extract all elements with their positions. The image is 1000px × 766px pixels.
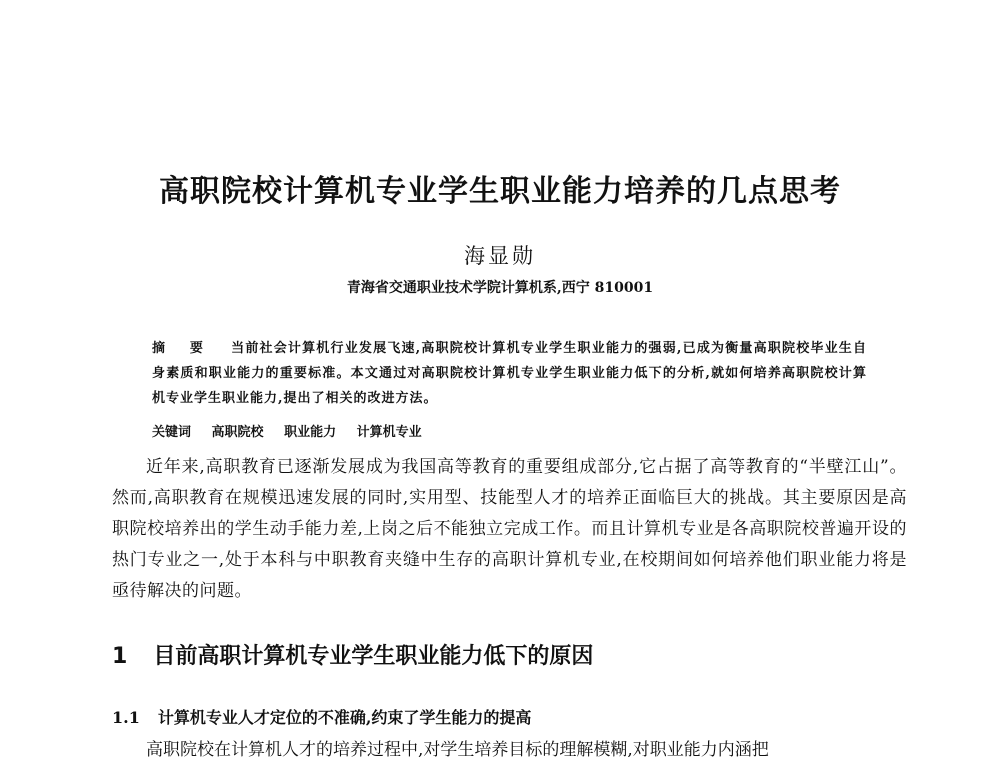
abstract [152,336,867,411]
section-heading [112,639,907,670]
keyword: 高职院校 [211,425,264,440]
body-paragraph: 高职院校在计算机人才的培养过程中,对学生培养目标的理解模糊,对职业能力内涵把 [146,740,769,760]
keyword: 计算机专业 [356,425,422,440]
paper-title: 高职院校计算机专业学生职业能力培养的几点思考 [159,174,841,209]
subsection-title: 计算机专业人才定位的不准确,约束了学生能力的提高 [157,708,532,727]
section-title: 目前高职计算机专业学生职业能力低下的原因 [153,644,594,669]
keywords-label: 关键词 [152,425,192,440]
abstract-text: 当前社会计算机行业发展飞速,高职院校计算机专业学生职业能力的强弱,已成为衡量高职院校毕业生自身素质和职业能力的重要标准。本文通过对高职院校计算机专业学生职业能力低下的分析,就如何培养高职院校计算机专业学生职业能力,提出了相关的改进方法。 [152,341,867,406]
subsection-heading [112,705,907,728]
abstract-label: 摘 要 [152,341,214,356]
author-name: 海显勋 [464,244,536,268]
keyword: 职业能力 [284,425,337,440]
section-number: 1 [112,644,128,669]
keywords [152,420,867,445]
intro-paragraph: 近年来,高职教育已逐渐发展成为我国高等教育的重要组成部分,它占据了高等教育的“半壁江山”。然而,高职教育在规模迅速发展的同时,实用型、技能型人才的培养正面临巨大的挑战。其主要原因是高职院校培养出的学生动手能力差,上岗之后不能独立完成工作。而且计算机专业是各高职院校普遍开设的热门专业之一,处于本科与中职教育夹缝中生存的高职计算机专业,在校期间如何培养他们职业能力将是亟待解决的问题。 [112,457,907,601]
subsection-number: 1.1 [112,708,140,727]
author-affiliation: 青海省交通职业技术学院计算机系,西宁 810001 [346,280,654,296]
